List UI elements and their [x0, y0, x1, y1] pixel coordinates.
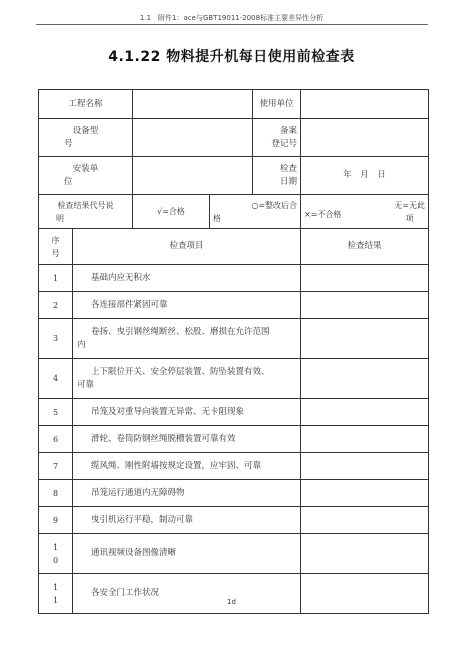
row-result-field[interactable] [301, 292, 429, 319]
check-date-label-line1: 检查 [280, 163, 298, 174]
check-date-field[interactable]: 年 月 日 [301, 157, 429, 195]
row-number: 7 [39, 453, 73, 480]
row-item: 通讯视频设备图像清晰 [73, 534, 301, 574]
project-name-field[interactable] [133, 90, 253, 119]
row-result-field[interactable] [301, 507, 429, 534]
row-result-field[interactable] [301, 426, 429, 453]
project-name-label: 工程名称 [39, 90, 133, 119]
legend-rectify-line1: ○=整改后合 [251, 200, 298, 210]
info-row-install [39, 157, 429, 195]
row-result-field[interactable] [301, 319, 429, 359]
row-number-line1: 1 [52, 582, 59, 592]
legend-label-line2: 明 [56, 213, 64, 223]
row-result-field[interactable] [301, 399, 429, 426]
legend-fail-none [301, 195, 429, 229]
col-header-no-line2: 号 [51, 248, 60, 258]
inspection-form [38, 89, 429, 614]
row-item: 吊笼运行通道内无障碍物 [73, 480, 301, 507]
form-title: 4.1.22 物料提升机每日使用前检查表 [108, 49, 355, 65]
table-row [39, 359, 429, 399]
row-item: 吊笼及对重导向装置无异常、无卡阻现象 [73, 399, 301, 426]
table-row [39, 319, 429, 359]
row-number-line2: 1 [52, 595, 59, 605]
equip-model-label-line1: 设备型 [72, 125, 99, 136]
install-unit-label [39, 157, 133, 195]
record-no-label-line2: 登记号 [271, 138, 298, 149]
info-row-equipment [39, 119, 429, 157]
page-number: 1d [227, 598, 236, 606]
legend-none-line2: 项 [405, 213, 414, 223]
equip-model-label [39, 119, 133, 157]
column-header-row [39, 229, 429, 265]
col-header-item: 检查项目 [73, 229, 301, 265]
legend-pass: √=合格 [133, 195, 210, 229]
col-header-result: 检查结果 [301, 229, 429, 265]
check-date-label [253, 157, 301, 195]
legend-rectify-line2: 格 [213, 213, 222, 223]
row-item [73, 319, 301, 359]
row-item-line1: 卷扬、曳引钢丝绳断丝、松股、磨损在允许范围 [91, 326, 270, 337]
row-item: 滑轮、卷筒防钢丝绳脱槽装置可靠有效 [73, 426, 301, 453]
legend-fail: ×=不合格 [304, 210, 342, 219]
equip-model-label-line2: 号 [64, 138, 73, 149]
install-unit-field[interactable] [133, 157, 253, 195]
use-unit-field[interactable] [301, 90, 429, 119]
row-number-line1: 1 [52, 542, 59, 552]
col-header-no [39, 229, 73, 265]
equip-model-field[interactable] [133, 119, 253, 157]
row-item: 曳引机运行平稳，制动可靠 [73, 507, 301, 534]
legend-none-line1: 无=无此 [394, 200, 426, 210]
row-item-line2: 内 [77, 339, 86, 350]
table-row [39, 399, 429, 426]
legend-row [39, 195, 429, 229]
row-item: 各连接部件紧固可靠 [73, 292, 301, 319]
legend-rectify [210, 195, 301, 229]
row-number: 2 [39, 292, 73, 319]
row-result-field[interactable] [301, 359, 429, 399]
row-result-field[interactable] [301, 453, 429, 480]
row-number: 4 [39, 359, 73, 399]
record-no-field[interactable] [301, 119, 429, 157]
row-number [39, 574, 73, 614]
header-rule [36, 24, 428, 25]
check-date-label-line2: 日期 [280, 176, 298, 187]
row-result-field[interactable] [301, 480, 429, 507]
row-item: 各安全门工作状况 [73, 574, 301, 614]
row-number: 5 [39, 399, 73, 426]
col-header-no-line1: 序 [51, 235, 60, 245]
row-result-field[interactable] [301, 265, 429, 292]
row-item-line2: 可靠 [77, 379, 95, 390]
install-unit-label-line2: 位 [64, 176, 73, 187]
row-result-field[interactable] [301, 534, 429, 574]
row-number: 3 [39, 319, 73, 359]
row-item: 缆风绳、刚性附墙按规定设置，应牢固、可靠 [73, 453, 301, 480]
row-number: 9 [39, 507, 73, 534]
row-number-line2: 0 [52, 555, 59, 565]
table-row [39, 507, 429, 534]
use-unit-label: 使用单位 [253, 90, 301, 119]
record-no-label [253, 119, 301, 157]
table-row [39, 265, 429, 292]
row-result-field[interactable] [301, 574, 429, 614]
running-header: 1.1 附件1：ace与GBT19011-2008标准主要差异性分析 [139, 14, 324, 22]
row-number: 6 [39, 426, 73, 453]
record-no-label-line1: 备案 [280, 125, 298, 136]
row-number: 8 [39, 480, 73, 507]
row-number: 1 [39, 265, 73, 292]
row-item-line1: 上下限位开关、安全停层装置、防坠装置有效、 [91, 366, 270, 377]
install-unit-label-line1: 安装单 [72, 163, 99, 174]
table-row [39, 534, 429, 574]
row-number [39, 534, 73, 574]
table-row [39, 453, 429, 480]
row-item: 基础内应无积水 [73, 265, 301, 292]
legend-label-line1: 检查结果代号说 [57, 200, 114, 210]
legend-none [394, 199, 425, 225]
table-row [39, 426, 429, 453]
table-row [39, 574, 429, 614]
legend-label [39, 195, 133, 229]
table-row [39, 292, 429, 319]
info-row-project [39, 90, 429, 119]
legend-fail-none-wrap [304, 199, 425, 225]
table-row [39, 480, 429, 507]
row-item [73, 359, 301, 399]
